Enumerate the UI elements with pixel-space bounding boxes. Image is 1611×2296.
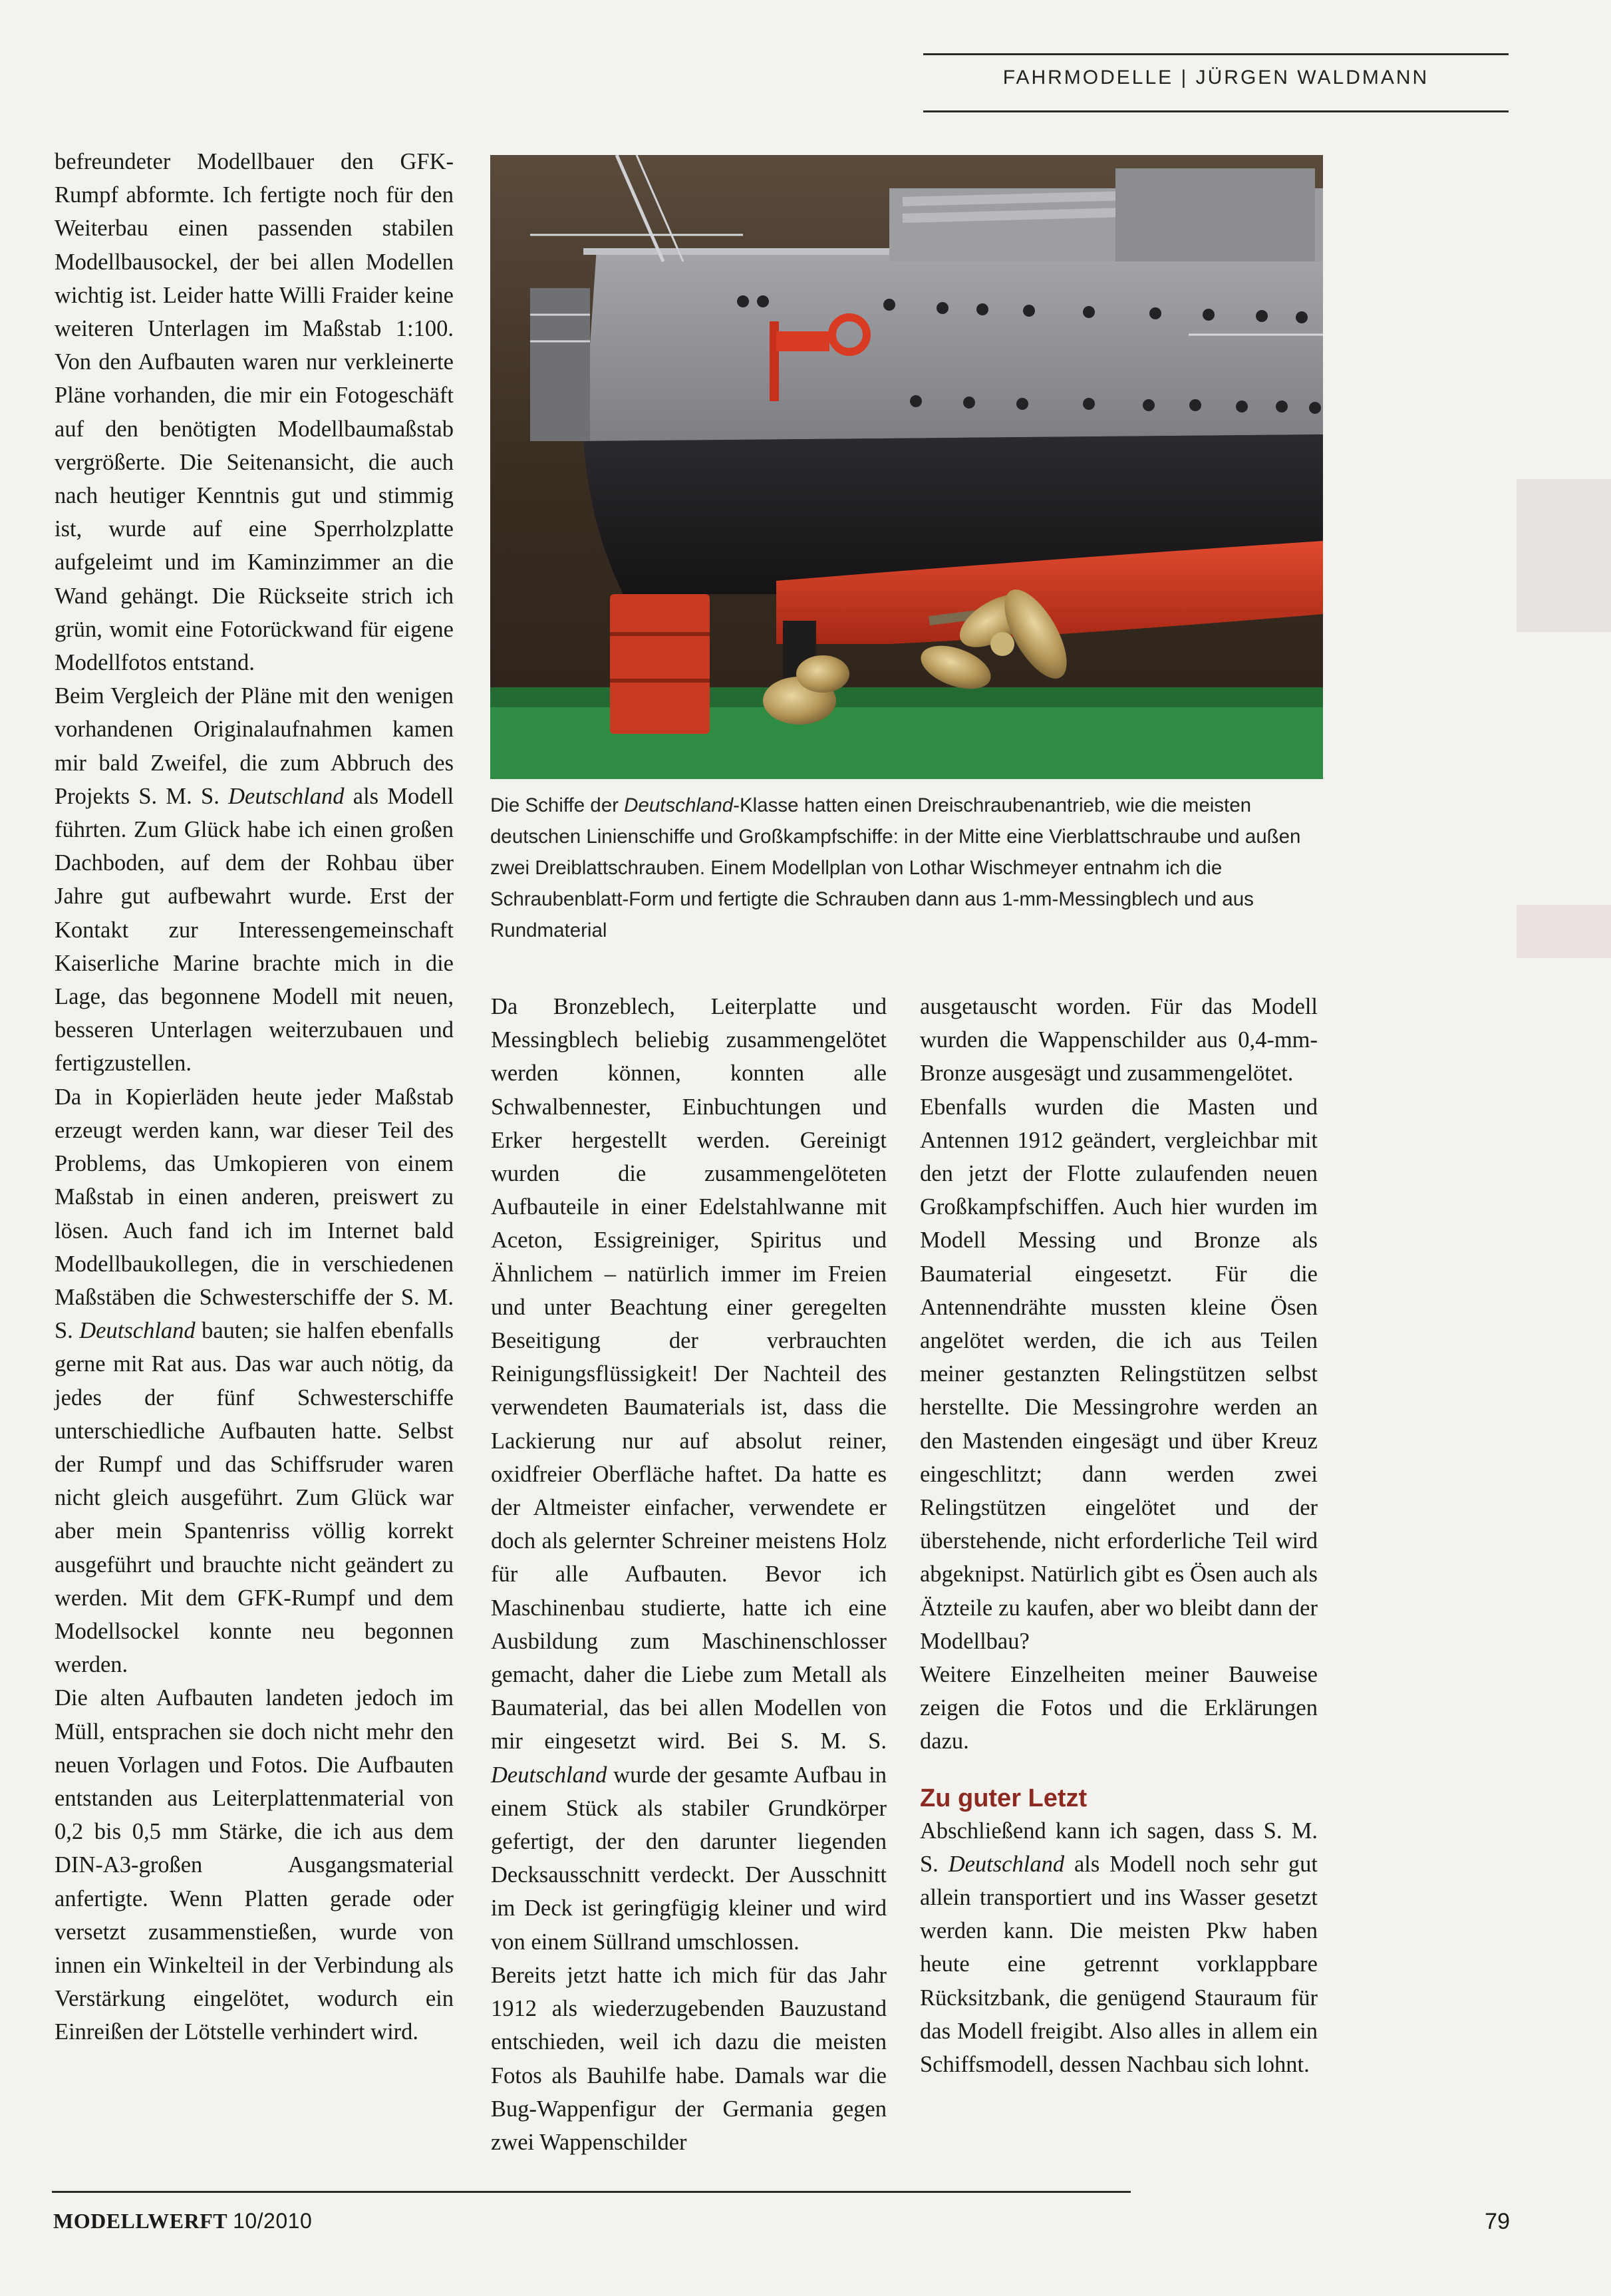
footer-rule: [52, 2191, 1131, 2193]
ship-name: Deutschland: [948, 1851, 1065, 1877]
paragraph: Die alten Aufbauten landeten jedoch im Müll, entsprachen sie doch nicht mehr den neuen Vorlagen und Fotos. Die Aufbauten entstanden aus Leiterplattenmaterial von 0,2 bis 0,5 mm Stärke, die ich aus dem DIN-A3-großen Ausgangsmaterial anfertigte. Wenn Platten gerade oder versetzt zusammenstießen, wurde von innen ein Winkelteil in der Verbindung als Verstärkung eingelötet, wodurch ein Einreißen der Lötstelle verhindert wird.: [55, 1685, 454, 2045]
ship-name: Deutschland: [228, 783, 345, 809]
adjacent-page-bleed: [1517, 479, 1611, 632]
ship-name: Deutschland: [491, 1762, 607, 1788]
header-rule-bottom: [923, 110, 1509, 112]
paragraph: Beim Vergleich der Pläne mit den wenigen vorhandenen Originalaufnahmen kamen mir bald Zweifel, die zum Abbruch des Projekts S. M. S. Deutschland als Modell führten. Zum Glück habe ich einen großen Dachboden, auf dem der Rohbau über Jahre gut aufbewahrt wurde. Erst der Kontakt zur Interessengemeinschaft Kaiserliche Marine brachte mich in die Lage, das begonnene Modell mit neuen, besseren Unterlagen weiterzubauen und fertigzustellen.: [55, 683, 454, 1076]
issue-number: 10/2010: [233, 2209, 313, 2233]
paragraph: Da in Kopierläden heute jeder Maßstab erzeugt werden kann, war dieser Teil des Problems, das Umkopieren von einem Maßstab in einen anderen, preiswert zu lösen. Auch fand ich im Internet bald Modellbaukollegen, die in verschiedenen Maßstäben die Schwesterschiffe der S. M. S. Deutschland bauten; sie halfen ebenfalls gerne mit Rat aus. Das war auch nötig, da jedes der fünf Schwesterschiffe unterschiedliche Aufbauten hatte. Selbst der Rumpf und das Schiffsruder waren nicht gleich ausgeführt. Zum Glück war aber mein Spantenriss völlig korrekt ausgeführt und brauchte nicht geändert zu werden. Mit dem GFK-Rumpf und dem Modellsockel konnte neu begonnen werden.: [55, 1084, 454, 1678]
paragraph: Bereits jetzt hatte ich mich für das Jahr 1912 als wiederzugebenden Bauzustand entschieden, weil ich dazu die meisten Fotos als Bauhilfe habe. Damals war die Bug-Wappenfigur der Germania gegen zwei Wappenschilder: [491, 1962, 887, 2155]
paragraph: Ebenfalls wurden die Masten und Antennen 1912 geändert, vergleichbar mit den jetzt der Flotte zulaufenden neuen Großkampfschiffen. Auch hier wurden im Modell Messing und Bronze als Baumaterial eingesetzt. Für die Antennendrähte mussten kleine Ösen angelötet werden, die ich aus Teilen meiner gestanzten Relingstützen selbst herstellte. Die Messingrohre werden an den Mastenden eingesägt und über Kreuz eingeschlitzt; dann werden zwei Relingstützen eingelötet und der überstehende, nicht erforderliche Teil wird abgeknipst. Natürlich gibt es Ösen auch als Ätzteile zu kaufen, aber wo bleibt dann der Modellbau?: [920, 1094, 1318, 1654]
ship-model-photo: [490, 155, 1323, 779]
text-column-3: [920, 990, 1318, 2081]
paragraph: Weitere Einzelheiten meiner Bauweise zeigen die Fotos und die Erklärungen dazu.: [920, 1662, 1318, 1754]
paragraph: Da Bronzeblech, Leiterplatte und Messingblech beliebig zusammengelötet werden können, konnten alle Schwalbennester, Einbuchtungen und Erker hergestellt werden. Gereinigt wurden die zusammengelöteten Aufbauteile in einer Edelstahlwanne mit Aceton, Essigreiniger, Spiritus und Ähnlichem – natürlich immer im Freien und unter Beachtung einer geregelten Beseitigung der verbrauchten Reinigungsflüssigkeit! Der Nachteil des verwendeten Baumaterials ist, dass die Lackierung nur auf absolut reiner, oxidfreier Oberfläche haftet. Da hatte es der Altmeister einfacher, verwendete er doch als gelernter Schreiner meistens Holz für alle Aufbauten. Bevor ich Maschinenbau studierte, hatte ich eine Ausbildung zum Maschinenschlosser gemacht, daher die Liebe zum Metall als Baumaterial, das bei allen Modellen von mir eingesetzt wird. Bei S. M. S. Deutschland wurde der gesamte Aufbau in einem Stück als stabiler Grundkörper gefertigt, der den darunter liegenden Decksausschnitt verdeckt. Der Ausschnitt im Deck ist geringfügig kleiner und wird von einem Süllrand umschlossen.: [491, 994, 887, 1955]
ship-name: Deutschland: [624, 794, 734, 816]
paragraph: Abschließend kann ich sagen, dass S. M. S. Deutschland als Modell noch sehr gut allein transportiert und ins Wasser gesetzt werden kann. Die meisten Pkw haben heute eine getrennt vorklappbare Rücksitzbank, die genügend Stauraum für das Modell freigibt. Also alles in allem ein Schiffsmodell, dessen Nachbau sich lohnt.: [920, 1818, 1318, 2078]
text-column-2: [491, 990, 887, 2159]
magazine-masthead: [53, 2209, 312, 2233]
page-number: 79: [1485, 2209, 1510, 2234]
header-rule-top: [923, 53, 1509, 55]
section-heading: Zu guter Letzt: [920, 1784, 1088, 1812]
running-head: FAHRMODELLE | JÜRGEN WALDMANN: [1002, 67, 1429, 88]
adjacent-page-bleed-band: [1517, 905, 1611, 958]
magazine-title: MODELLWERFT: [53, 2209, 227, 2233]
paragraph: ausgetauscht worden. Für das Modell wurden die Wappenschilder aus 0,4-mm-Bronze ausgesägt und zusammengelötet.: [920, 994, 1318, 1086]
ship-name: Deutschland: [79, 1318, 196, 1344]
paragraph: befreundeter Modellbauer den GFK-Rumpf abformte. Ich fertigte noch für den Weiterbau einen passenden stabilen Modellbausockel, der bei allen Modellen wichtig ist. Leider hatte Willi Fraider keine weiteren Unterlagen im Maßstab 1:100. Von den Aufbauten waren nur verkleinerte Pläne vorhanden, die mir ein Fotogeschäft auf den benötigten Modellbaumaßstab vergrößerte. Die Seitenansicht, die auch nach heutiger Kenntnis gut und stimmig ist, wurde auf eine Sperrholzplatte aufgeleimt und im Kaminzimmer an die Wand gehängt. Die Rückseite strich ich grün, womit eine Fotorückwand für eigene Modellfotos entstand.: [55, 149, 454, 676]
text-column-1: [55, 145, 454, 2049]
ship-stern-illustration: [490, 155, 1323, 779]
photo-caption: Die Schiffe der Deutschland-Klasse hatten einen Dreischraubenantrieb, wie die meisten deutschen Linienschiffe und Großkampfschiffe: in der Mitte eine Vierblattschraube und außen zwei Dreiblattschrauben. Einem Modellplan von Lothar Wischmeyer entnahm ich die Schraubenblatt-Form und fertigte die Schrauben dann aus 1-mm-Messingblech und aus Rundmaterial: [490, 794, 1301, 941]
